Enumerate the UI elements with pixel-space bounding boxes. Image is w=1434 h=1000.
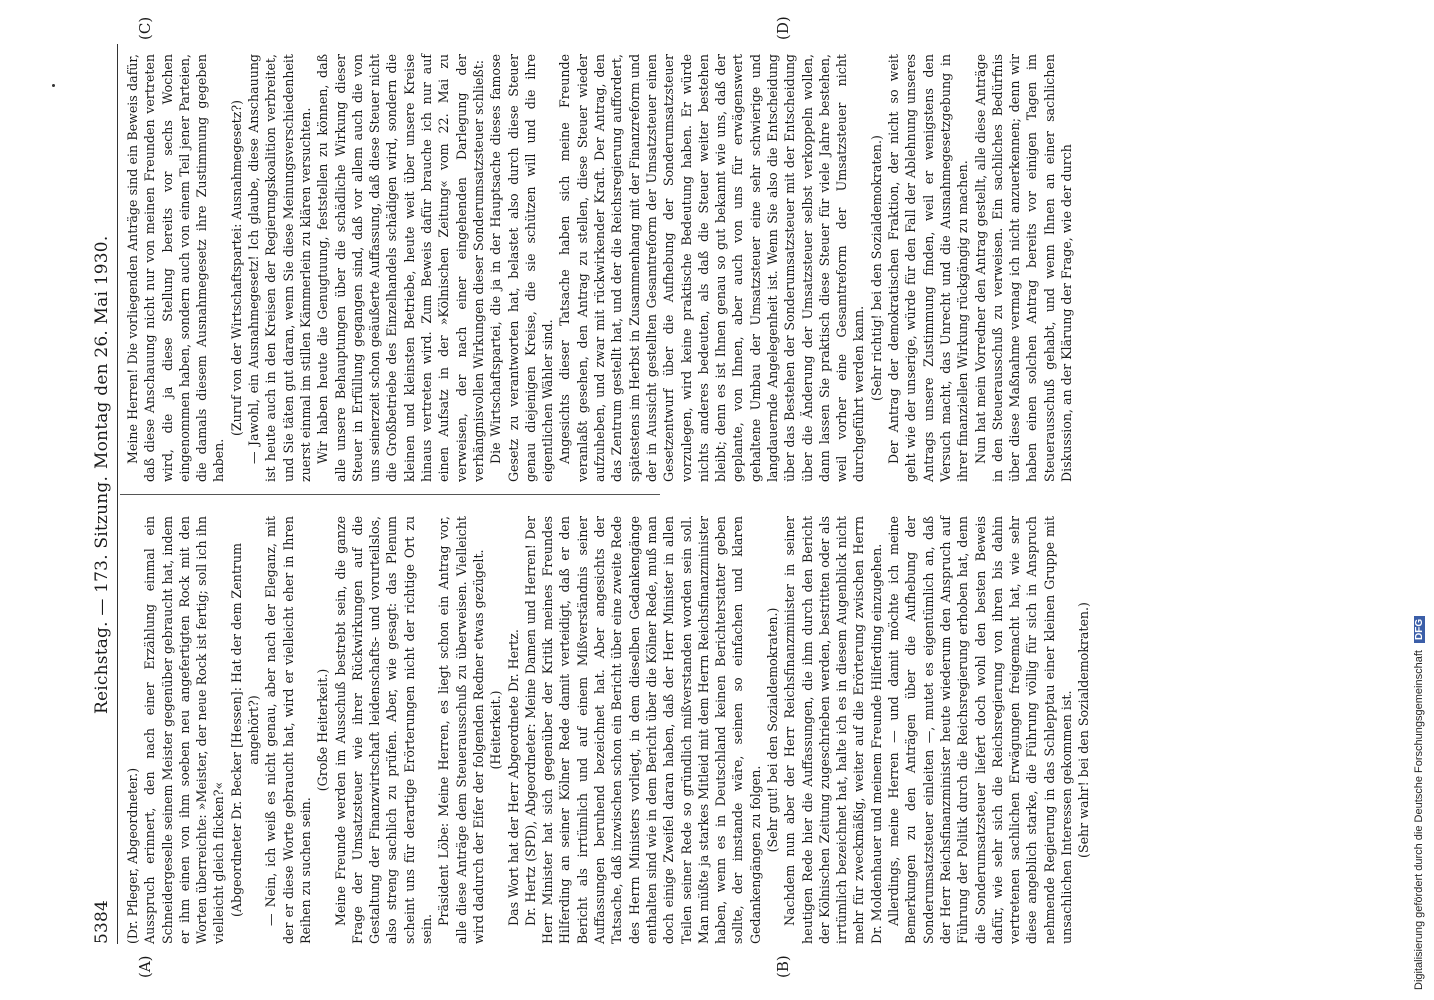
scan-speck <box>52 84 55 87</box>
dfg-logo: DFG <box>1414 616 1425 643</box>
interjection: (Abgeordneter Dr. Becker [Hessen]: Hat der dem Zentrum angehört?) <box>228 543 262 917</box>
margin-marker-d: (D) <box>774 16 792 40</box>
session-date: Montag den 26. Mai 1930. <box>92 235 112 469</box>
left-column <box>124 516 1093 944</box>
session-title: Reichstag. — 173. Sitzung. <box>92 475 112 714</box>
paragraph: Nachdem nun aber der Herr Reichsfinanzminister in seiner heutigen Rede hier die Auffassungen, die ihm durch den Bericht der Kölnischen Zeitung zugeschrieben werden, bestritten oder als irrtümlich bezeichnet hat, halte ich es in diesem Augenblick nicht mehr für zweckmäßig, weiter auf die Erörterung zwischen Herrn Dr. Moldenhauer und meinem Freunde Hilferding einzugehen. <box>782 516 884 944</box>
interjection: (Zuruf von der Wirtschaftspartei: Ausnahmegesetz?) <box>228 99 244 437</box>
reaction: (Heiterkeit.) <box>488 690 504 770</box>
paragraph: Meine Herren! Die vorliegenden Anträge sind ein Beweis dafür, daß diese Anschauung nicht nur von meinen Freunden vertreten wird, die ja diese Stellung bereits vor sechs Wochen eingenommen haben, sondern auch von einem Teil jener Parteien, die damals diesem Ausnahmegesetz ihre Zustimmung gegeben haben. <box>125 54 227 482</box>
reaction: (Sehr richtig! bei den Sozialdemokraten.) <box>868 135 884 401</box>
paragraph: Nun hat mein Vorredner den Antrag gestellt, alle diese Anträge in den Steuerausschuß zu verweisen. Ein sachliches Bedürfnis über diese Maßnahme vermag ich nicht anzuerkennen; denn wir haben einen solchen Antrag bereits vor einigen Tagen im Steuerausschuß gehabt, und wenn Ihnen an einer sachlichen Diskussion, an der Klärung der Frage, wie der durch <box>972 54 1075 482</box>
paragraph: — Jawohl, ein Ausnahmegesetz! Ich glaube, diese Anschauung ist heute auch in den Kreisen der Regierungskoalition verbreitet, und Sie täten gut daran, wenn Sie diese Meinungsverschiedenheit zuerst einmal im stillen Kämmerlein zu klären versuchten. <box>246 54 313 482</box>
header-rule <box>117 44 118 944</box>
column-divider <box>120 494 660 495</box>
page-header <box>84 44 118 944</box>
margin-marker-b: (B) <box>774 955 792 978</box>
digitization-text: Digitalisierung gefördert durch die Deutsche Forschungsgemeinschaft <box>1413 650 1425 990</box>
margin-marker-a: (A) <box>136 955 154 978</box>
paragraph: Präsident Löbe: Meine Herren, es liegt schon ein Antrag vor, alle diese Anträge dem Steuerausschuß zu überweisen. Vielleicht wird dadurch der Eifer der folgenden Redner etwas gezügelt. <box>436 516 486 944</box>
paragraph: Dr. Hertz (SPD), Abgeordneter: Meine Damen und Herren! Der Herr Minister hat sich gegenüber der Kritik meines Freundes Hilferding an seiner Kölner Rede damit verteidigt, daß er den Bericht als irrtümlich und auf einem Mißverständnis seiner Auffassungen beruhend bezeichnet hat. Aber angesichts der Tatsache, daß inzwischen schon ein Bericht über eine zweite Rede des Herrn Ministers vorliegt, in dem dieselben Gedankengänge enthalten sind wie in dem Bericht über die Kölner Rede, muß man doch einige Zweifel daran haben, daß der Herr Minister in allen Teilen seiner Rede so gründlich mißverstanden worden sein soll. Man müßte ja starkes Mitleid mit dem Herrn Reichsfinanzminister haben, wenn es in Deutschland keinen Berichterstatter geben sollte, der imstande wäre, seinen so einfachen und klaren Gedankengängen zu folgen. <box>522 516 763 944</box>
paragraph: Der Antrag der demokratischen Fraktion, der nicht so weit geht wie der unserige, würde für den Fall der Ablehnung unseres Antrags unsere Zustimmung finden, weil er wenigstens den Versuch macht, das Unrecht und die Ausnahmegesetzgebung in ihrer finanziellen Wirkung rückgängig zu machen. <box>886 54 971 482</box>
reaction: (Große Heiterkeit.) <box>315 668 331 792</box>
margin-marker-c: (C) <box>136 16 154 40</box>
digitization-note <box>1413 0 1425 990</box>
page-number: 5384 <box>92 899 112 944</box>
reaction: (Sehr wahr! bei den Sozialdemokraten.) <box>1076 602 1092 858</box>
speaker-heading: (Dr. Pfleger, Abgeordneter.) <box>125 767 140 944</box>
paragraph: Das Wort hat der Herr Abgeordnete Dr. Hertz. <box>505 629 521 926</box>
paragraph: Wir haben heute die Genugtuung, feststellen zu können, daß alle unsere Behauptungen über die schädliche Wirkung dieser Steuer in Erfüllung gegangen sind, daß vor allem auch die von uns seinerzeit schon geäußerte Auffassung, daß diese Steuer nicht die Großbetriebe des Einzelhandels schädigen wird, sondern die kleinen und kleinsten Betriebe, heute weit über unsere Kreise hinaus vertreten wird. Zum Beweis dafür brauche ich nur auf einen Aufsatz in der »Kölnischen Zeitung« vom 22. Mai zu verweisen, der nach einer eingehenden Darlegung der verhängnisvollen Wirkungen dieser Sonderumsatzsteuer schließt: <box>315 54 486 482</box>
reaction: (Sehr gut! bei den Sozialdemokraten.) <box>764 607 780 853</box>
paragraph: Angesichts dieser Tatsache haben sich meine Freunde veranlaßt gesehen, den Antrag zu stellen, diese Steuer wieder aufzuheben, und zwar mit rückwirkender Kraft. Der Antrag, den das Zentrum gestellt hat, und der die Reichsregierung auffordert, spätestens im Herbst in Zusammenhang mit der Finanzreform und der in Aussicht gestellten Gesamtreform der Umsatzsteuer einen Gesetzentwurf über die Aufhebung der Sonderumsatzsteuer vorzulegen, wird keine praktische Bedeutung haben. Er würde nichts anderes bedeuten, als daß die Steuer weiter bestehen bleibt; denn es ist Ihnen genau so gut bekannt wie uns, daß der geplante, von Ihnen, aber auch von uns für erwägenswert gehaltene Umbau der Umsatzsteuer eine sehr schwierige und langdauernde Angelegenheit ist. Wenn Sie also die Entscheidung über das Bestehen der Sonderumsatzsteuer mit der Entscheidung über die Änderung der Umsatzsteuer selbst verkoppeln wollen, dann lassen Sie praktisch diese Steuer für viele Jahre bestehen, weil vorher eine Gesamtreform der Umsatzsteuer nicht durchgeführt werden kann. <box>557 53 867 482</box>
paragraph: Ausspruch erinnert, den nach einer Erzählung einmal ein Schneidergeselle seinem Meister gegenüber gebraucht hat, indem er ihm einen von ihm soeben neu angefertigten Rock mit den Worten überreichte: »Meister, der neue Rock ist fertig; soll ich ihn vielleicht gleich flicken?« <box>142 516 227 944</box>
document-page <box>84 16 1404 978</box>
paragraph: Allerdings, meine Herren — und damit möchte ich meine Bemerkungen zu den Anträgen über die Aufhebung der Sonderumsatzsteuer einleiten —, mutet es eigentümlich an, daß der Herr Reichsfinanzminister heute wiederum den Anspruch auf Führung der Politik durch die Reichsregierung erhoben hat, denn die Sonderumsatzsteuer liefert doch wohl den besten Beweis dafür, wie sehr sich die Reichsregierung von ihren bis dahin vertretenen sachlichen Erwägungen freigemacht hat, wie sehr diese angeblich starke, die Führung völlig für sich in Anspruch nehmende Regierung in das Schlepptau einer kleinen Gruppe mit unsachlichen Interessen gekommen ist. <box>886 516 1075 944</box>
right-column <box>124 54 1075 482</box>
paragraph: — Nein, ich weiß es nicht genau, aber nach der Eleganz, mit der er diese Worte gebraucht hat, wird er vielleicht eher in Ihren Reihen zu suchen sein. <box>263 516 313 944</box>
quotation: Die Wirtschaftspartei, die ja in der Hauptsache dieses famose Gesetz zu verantworten hat, belastet also durch diese Steuer genau diejenigen Kreise, die sie schützen will und die ihre eigentlichen Wähler sind. <box>488 54 556 482</box>
paragraph: Meine Freunde werden im Ausschuß bestrebt sein, die ganze Frage der Umsatzsteuer wie ihrer Rückwirkungen auf die Gestaltung der Finanzwirtschaft leidenschafts- und vorurteilslos, also streng sachlich zu prüfen. Aber, wie gesagt: das Plenum scheint uns für derartige Erörterungen nicht der richtige Ort zu sein. <box>332 516 435 944</box>
